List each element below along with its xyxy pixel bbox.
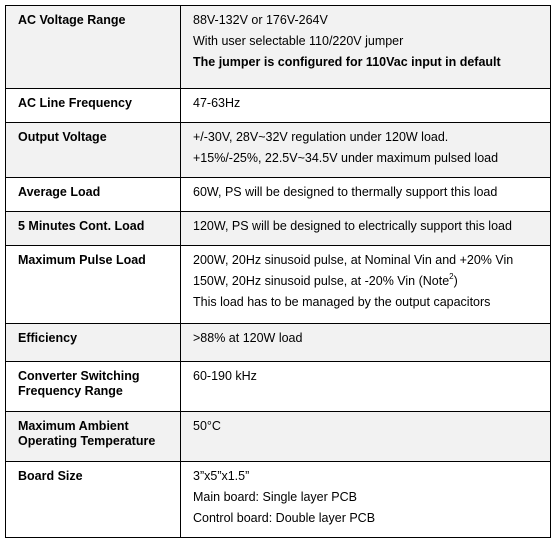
row-label — [6, 362, 181, 412]
row-label — [6, 412, 181, 462]
table-row — [6, 362, 551, 412]
row-value-text: 150W, 20Hz sinusoid pulse, at -20% Vin (Note — [193, 274, 450, 288]
row-label-text: Frequency Range — [18, 384, 123, 398]
row-label-text: AC Line Frequency — [18, 96, 132, 110]
row-value-line: 47-63Hz — [193, 96, 241, 110]
row-value-line: Main board: Single layer PCB — [193, 490, 357, 504]
row-label-text: Converter Switching — [18, 369, 140, 383]
row-label-text: Average Load — [18, 185, 101, 199]
row-label-text: AC Voltage Range — [18, 13, 126, 27]
row-value-line: 3”x5”x1.5” — [193, 469, 250, 483]
row-label-text: Maximum Pulse Load — [18, 253, 146, 267]
row-value-line: 60W, PS will be designed to thermally support this load — [193, 185, 498, 199]
table-row — [6, 123, 551, 178]
row-label — [6, 89, 181, 123]
row-label-text: 5 Minutes Cont. Load — [18, 219, 145, 233]
row-value-text-after: ) — [453, 274, 458, 288]
row-label — [6, 123, 181, 178]
row-label — [6, 246, 181, 324]
row-value — [181, 89, 551, 123]
row-value-line-bold: The jumper is configured for 110Vac input in default — [193, 55, 501, 69]
row-value-line: >88% at 120W load — [193, 331, 303, 345]
table-row — [6, 212, 551, 246]
row-label — [6, 462, 181, 538]
row-value — [181, 362, 551, 412]
row-value-line: Control board: Double layer PCB — [193, 511, 376, 525]
row-value-line: +/-30V, 28V~32V regulation under 120W load. — [193, 130, 449, 144]
table-row — [6, 324, 551, 362]
table-row — [6, 6, 551, 89]
row-value — [181, 6, 551, 89]
row-value — [181, 246, 551, 324]
row-value — [181, 324, 551, 362]
table-row — [6, 462, 551, 538]
table-row — [6, 412, 551, 462]
row-value-line: 60-190 kHz — [193, 369, 257, 383]
row-value-line: +15%/-25%, 22.5V~34.5V under maximum pulsed load — [193, 151, 499, 165]
row-value-line: 88V-132V or 176V-264V — [193, 13, 328, 27]
row-value — [181, 178, 551, 212]
table-row — [6, 178, 551, 212]
row-label-text: Efficiency — [18, 331, 78, 345]
row-value-line: 120W, PS will be designed to electrically support this load — [193, 219, 512, 233]
row-value-line: 200W, 20Hz sinusoid pulse, at Nominal Vin and +20% Vin — [193, 253, 514, 267]
spec-table — [5, 5, 551, 538]
row-value — [181, 412, 551, 462]
row-label-text: Operating Temperature — [18, 434, 156, 448]
row-value — [181, 212, 551, 246]
row-value — [181, 462, 551, 538]
row-value-line: 50°C — [193, 419, 221, 433]
row-label-text: Output Voltage — [18, 130, 107, 144]
row-value — [181, 123, 551, 178]
row-label-text: Maximum Ambient — [18, 419, 129, 433]
table-row — [6, 89, 551, 123]
table-row — [6, 246, 551, 324]
row-value-line: With user selectable 110/220V jumper — [193, 34, 404, 48]
row-value-line-with-note — [193, 271, 541, 292]
row-label — [6, 6, 181, 89]
row-label — [6, 212, 181, 246]
row-value-line: This load has to be managed by the output capacitors — [193, 295, 491, 309]
row-label — [6, 178, 181, 212]
row-label-text: Board Size — [18, 469, 83, 483]
note-superscript: 2 — [449, 271, 454, 281]
row-label — [6, 324, 181, 362]
